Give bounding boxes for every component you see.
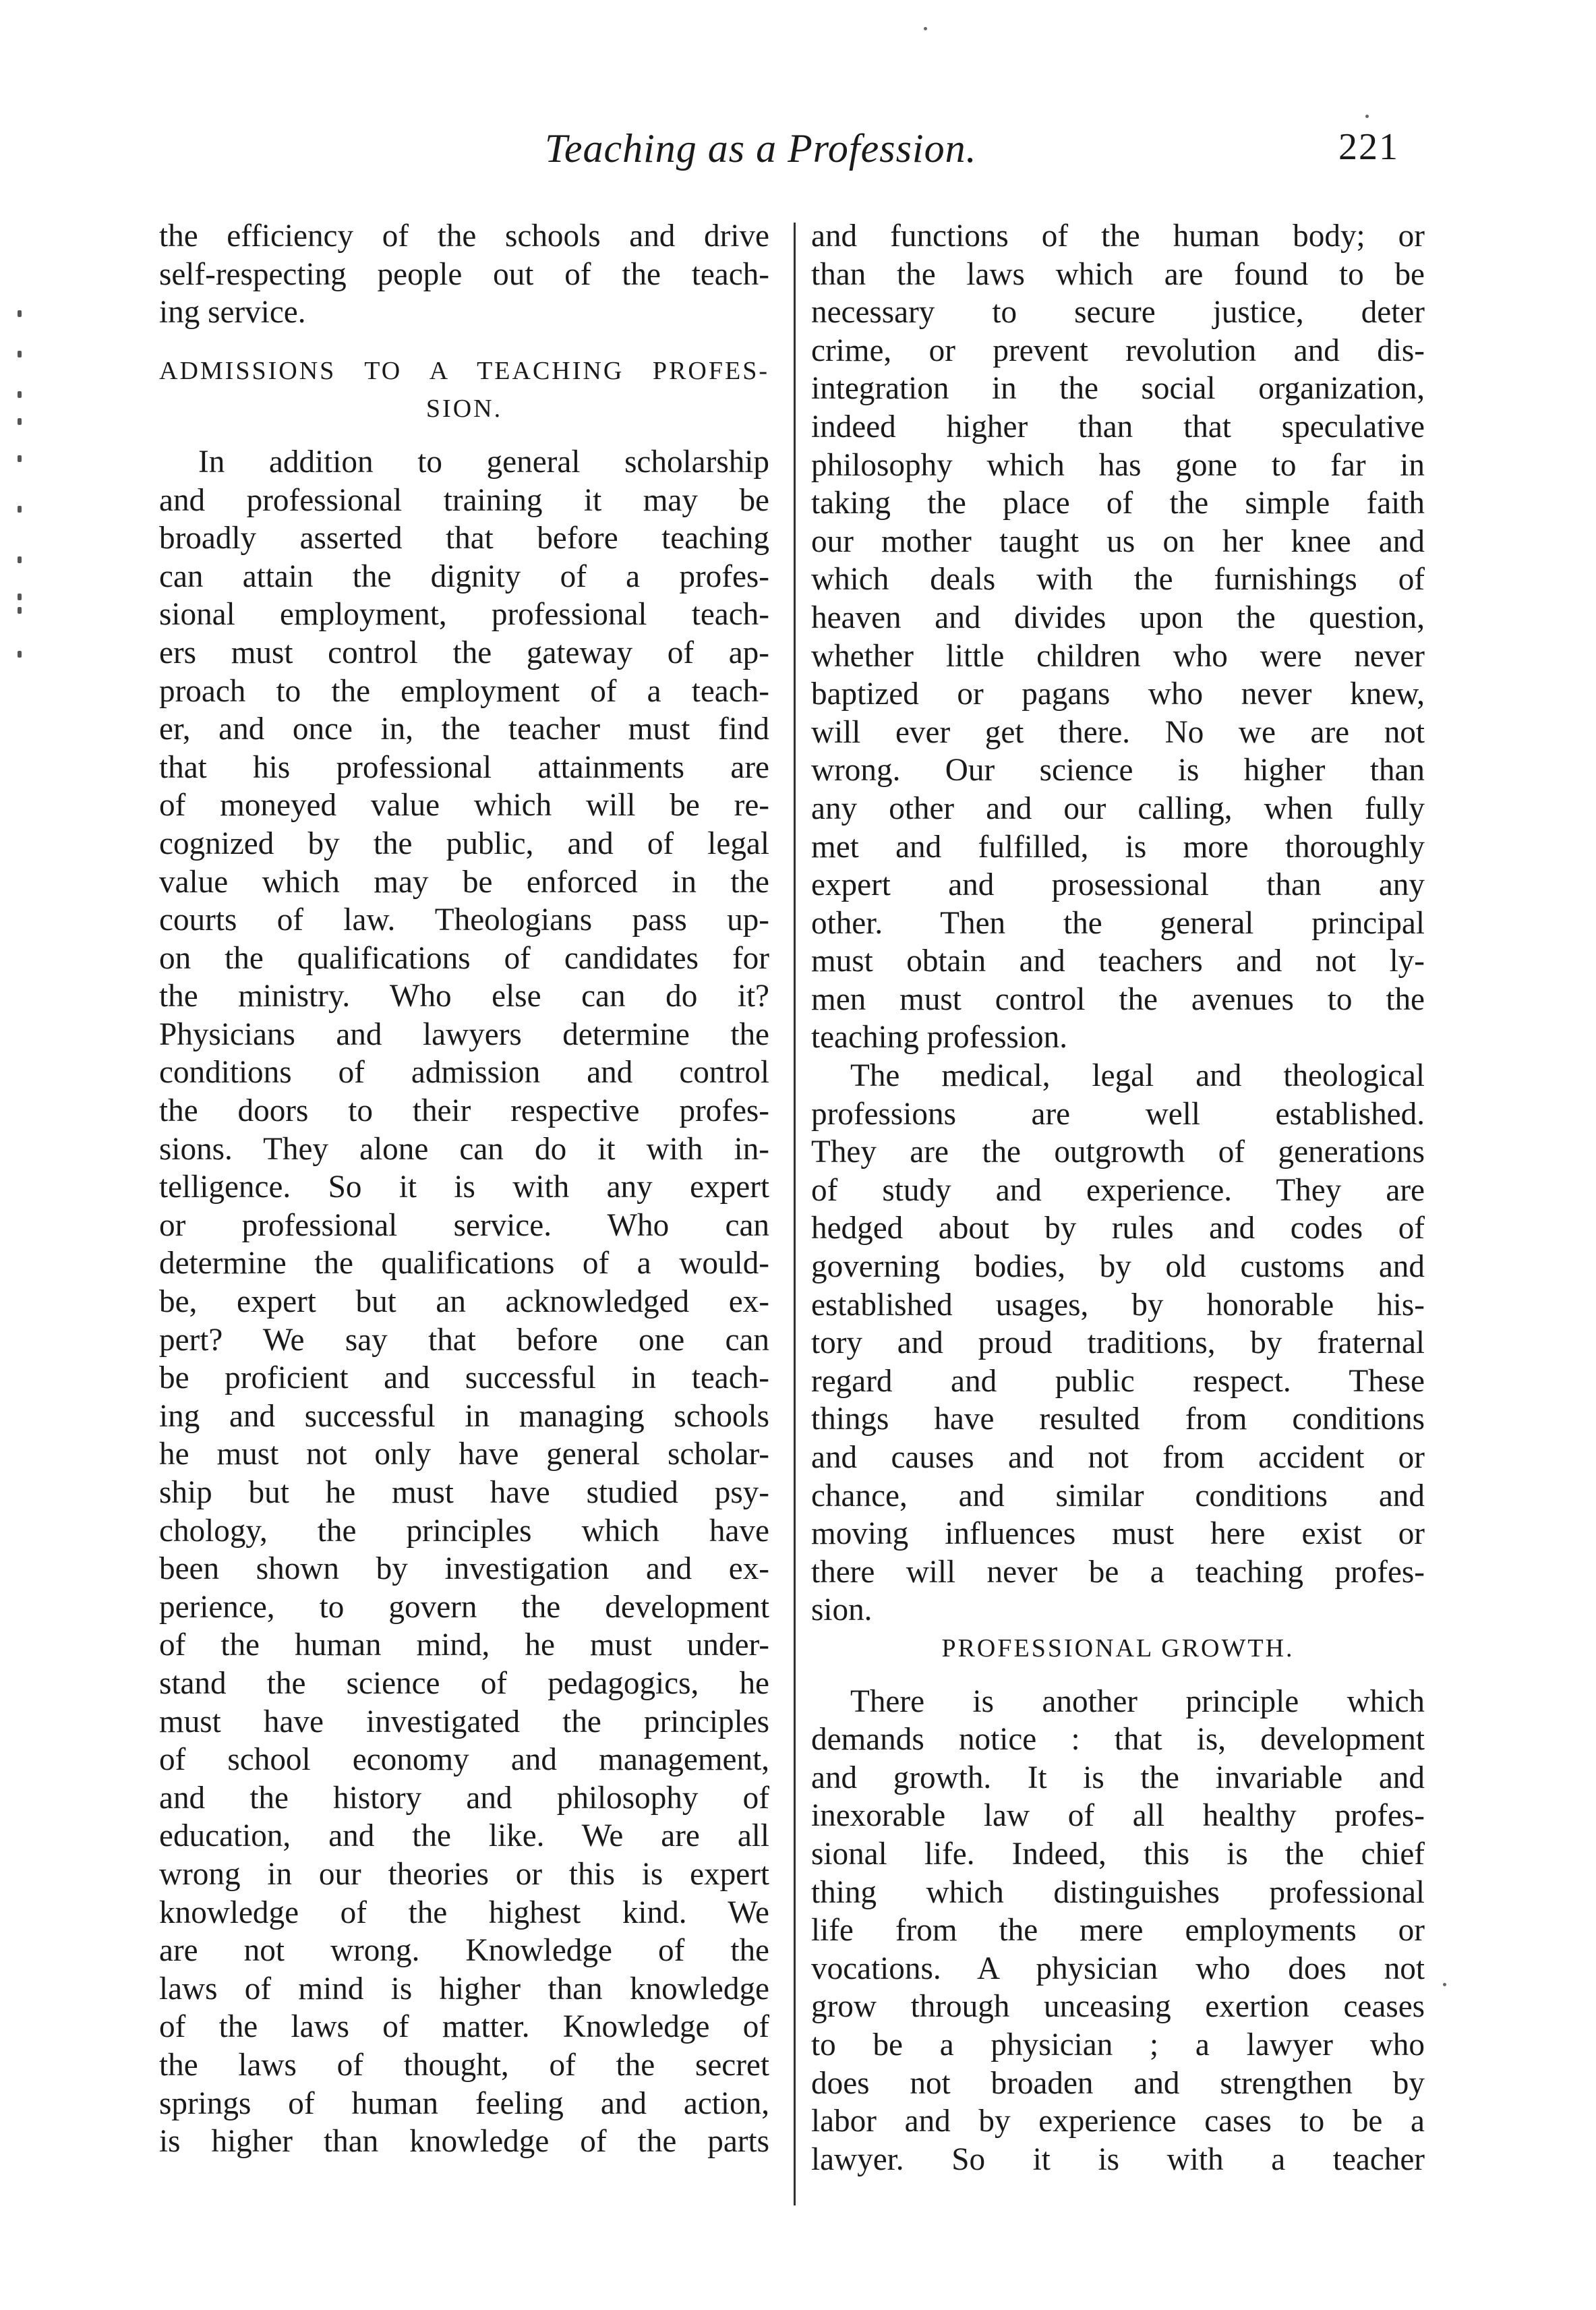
- text-line: must obtain and teachers and not ly-: [811, 944, 1425, 979]
- column-divider: [794, 223, 796, 2205]
- text-line: chology, the principles which have: [159, 1513, 769, 1549]
- text-line: the laws of thought, of the secret: [159, 2047, 769, 2083]
- text-line: philosophy which has gone to far in: [811, 447, 1425, 483]
- text-line: chance, and similar conditions and: [811, 1478, 1425, 1513]
- text-line: be, expert but an acknowledged ex-: [159, 1284, 769, 1320]
- text-line: which deals with the furnishings of: [811, 562, 1425, 598]
- text-line: be proficient and successful in teach-: [159, 1360, 769, 1396]
- text-line: will ever get there. No we are not: [811, 714, 1425, 750]
- text-line: vocations. A physician who does not: [811, 1951, 1425, 1986]
- text-line: of moneyed value which will be re-: [159, 788, 769, 824]
- text-line: demands notice : that is, development: [811, 1722, 1425, 1758]
- text-line: inexorable law of all healthy profes-: [811, 1798, 1425, 1834]
- text-line: to be a physician ; a lawyer who: [811, 2027, 1425, 2062]
- text-line: wrong in our theories or this is expert: [159, 1856, 769, 1892]
- text-line: whether little children who were never: [811, 638, 1425, 674]
- text-line: determine the qualifications of a would-: [159, 1246, 769, 1281]
- text-line: things have resulted from conditions: [811, 1402, 1425, 1437]
- text-line: telligence. So it is with any expert: [159, 1170, 769, 1205]
- text-line: perience, to govern the development: [159, 1589, 769, 1625]
- text-line: ers must control the gateway of ap-: [159, 635, 769, 670]
- text-line: sion.: [811, 1592, 873, 1628]
- section-heading-continued: SION.: [425, 395, 503, 424]
- text-line: Physicians and lawyers determine the: [159, 1016, 769, 1052]
- scan-mark: [1365, 115, 1369, 118]
- text-line: moving influences must here exist or: [811, 1516, 1425, 1552]
- text-line: proach to the employment of a teach-: [159, 673, 769, 709]
- text-line: value which may be enforced in the: [159, 864, 769, 900]
- text-line: In addition to general scholarship: [198, 444, 769, 480]
- text-line: been shown by investigation and ex-: [159, 1551, 769, 1587]
- text-line: courts of law. Theologians pass up-: [159, 902, 769, 938]
- text-line: lawyer. So it is with a teacher: [811, 2141, 1425, 2177]
- text-line: education, and the like. We are all: [159, 1818, 769, 1854]
- text-line: on the qualifications of candidates for: [159, 940, 769, 976]
- text-line: and professional training it may be: [159, 482, 769, 518]
- text-line: teaching profession.: [811, 1020, 1068, 1056]
- text-line: necessary to secure justice, deter: [811, 295, 1425, 330]
- text-line: They are the outgrowth of generations: [811, 1134, 1425, 1170]
- text-line: the efficiency of the schools and drive: [159, 219, 769, 254]
- text-line: wrong. Our science is higher than: [811, 753, 1425, 788]
- text-line: integration in the social organization,: [811, 371, 1425, 407]
- scan-mark: [1443, 1983, 1446, 1986]
- text-line: professions are well established.: [811, 1096, 1425, 1132]
- text-line: expert and prosessional than any: [811, 867, 1425, 903]
- text-line: sions. They alone can do it with in-: [159, 1131, 769, 1167]
- running-title: Teaching as a Profession.: [545, 126, 977, 171]
- text-line: springs of human feeling and action,: [159, 2085, 769, 2121]
- text-line: laws of mind is higher than knowledge: [159, 1971, 769, 2006]
- text-line: of study and experience. They are: [811, 1172, 1425, 1208]
- text-line: life from the mere employments or: [811, 1913, 1425, 1948]
- text-line: and growth. It is the invariable and: [811, 1760, 1425, 1795]
- margin-scan-marks: [12, 310, 32, 688]
- text-line: of the human mind, he must under-: [159, 1627, 769, 1663]
- text-line: ing and successful in managing schools: [159, 1398, 769, 1434]
- text-line: or professional service. Who can: [159, 1207, 769, 1243]
- text-line: that his professional attainments are: [159, 749, 769, 785]
- text-line: labor and by experience cases to be a: [811, 2104, 1425, 2139]
- text-line: The medical, legal and theological: [850, 1058, 1425, 1094]
- page-number: 221: [1338, 126, 1399, 168]
- page-header: [0, 125, 1596, 179]
- text-line: crime, or prevent revolution and dis-: [811, 333, 1425, 368]
- left-column: [159, 217, 769, 2161]
- text-line: sional life. Indeed, this is the chief: [811, 1836, 1425, 1872]
- right-column: [811, 217, 1425, 2178]
- text-line: our mother taught us on her knee and: [811, 523, 1425, 559]
- text-line: taking the place of the simple faith: [811, 486, 1425, 521]
- text-line: er, and once in, the teacher must find: [159, 712, 769, 747]
- text-line: governing bodies, by old customs and: [811, 1249, 1425, 1285]
- text-line: must have investigated the principles: [159, 1704, 769, 1739]
- text-line: pert? We say that before one can: [159, 1322, 769, 1358]
- text-line: he must not only have general scholar-: [159, 1437, 769, 1472]
- section-heading: ADMISSIONS TO A TEACHING PROFES-: [159, 356, 769, 385]
- text-line: the doors to their respective profes-: [159, 1093, 769, 1129]
- text-line: there will never be a teaching profes-: [811, 1554, 1425, 1590]
- text-line: heaven and divides upon the question,: [811, 600, 1425, 635]
- section-heading: PROFESSIONAL GROWTH.: [941, 1634, 1295, 1663]
- text-line: does not broaden and strengthen by: [811, 2065, 1425, 2101]
- text-line: other. Then the general principal: [811, 905, 1425, 941]
- text-line: and functions of the human body; or: [811, 219, 1425, 254]
- text-line: stand the science of pedagogics, he: [159, 1665, 769, 1701]
- text-line: and causes and not from accident or: [811, 1440, 1425, 1475]
- text-line: are not wrong. Knowledge of the: [159, 1933, 769, 1969]
- text-line: baptized or pagans who never knew,: [811, 676, 1425, 712]
- text-line: indeed higher than that speculative: [811, 409, 1425, 444]
- text-line: and the history and philosophy of: [159, 1780, 769, 1816]
- text-line: cognized by the public, and of legal: [159, 826, 769, 861]
- text-line: conditions of admission and control: [159, 1055, 769, 1091]
- text-line: than the laws which are found to be: [811, 256, 1425, 292]
- text-line: tory and proud traditions, by fraternal: [811, 1325, 1425, 1361]
- text-line: thing which distinguishes professional: [811, 1874, 1425, 1910]
- text-line: men must control the avenues to the: [811, 981, 1425, 1017]
- text-line: sional employment, professional teach-: [159, 597, 769, 633]
- text-line: knowledge of the highest kind. We: [159, 1895, 769, 1930]
- text-line: regard and public respect. These: [811, 1363, 1425, 1399]
- text-line: hedged about by rules and codes of: [811, 1211, 1425, 1246]
- text-line: ing service.: [159, 295, 306, 330]
- text-line: There is another principle which: [850, 1683, 1425, 1719]
- text-line: can attain the dignity of a profes-: [159, 558, 769, 594]
- text-line: of school economy and management,: [159, 1742, 769, 1778]
- text-line: self-respecting people out of the teach-: [159, 256, 769, 292]
- text-line: of the laws of matter. Knowledge of: [159, 2009, 769, 2045]
- text-line: is higher than knowledge of the parts: [159, 2124, 769, 2160]
- text-line: ship but he must have studied psy-: [159, 1475, 769, 1510]
- text-line: any other and our calling, when fully: [811, 790, 1425, 826]
- text-line: the ministry. Who else can do it?: [159, 979, 769, 1014]
- text-line: established usages, by honorable his-: [811, 1287, 1425, 1323]
- scan-mark: [924, 27, 927, 30]
- text-line: grow through unceasing exertion ceases: [811, 1989, 1425, 2025]
- text-line: met and fulfilled, is more thoroughly: [811, 829, 1425, 865]
- text-line: broadly asserted that before teaching: [159, 521, 769, 556]
